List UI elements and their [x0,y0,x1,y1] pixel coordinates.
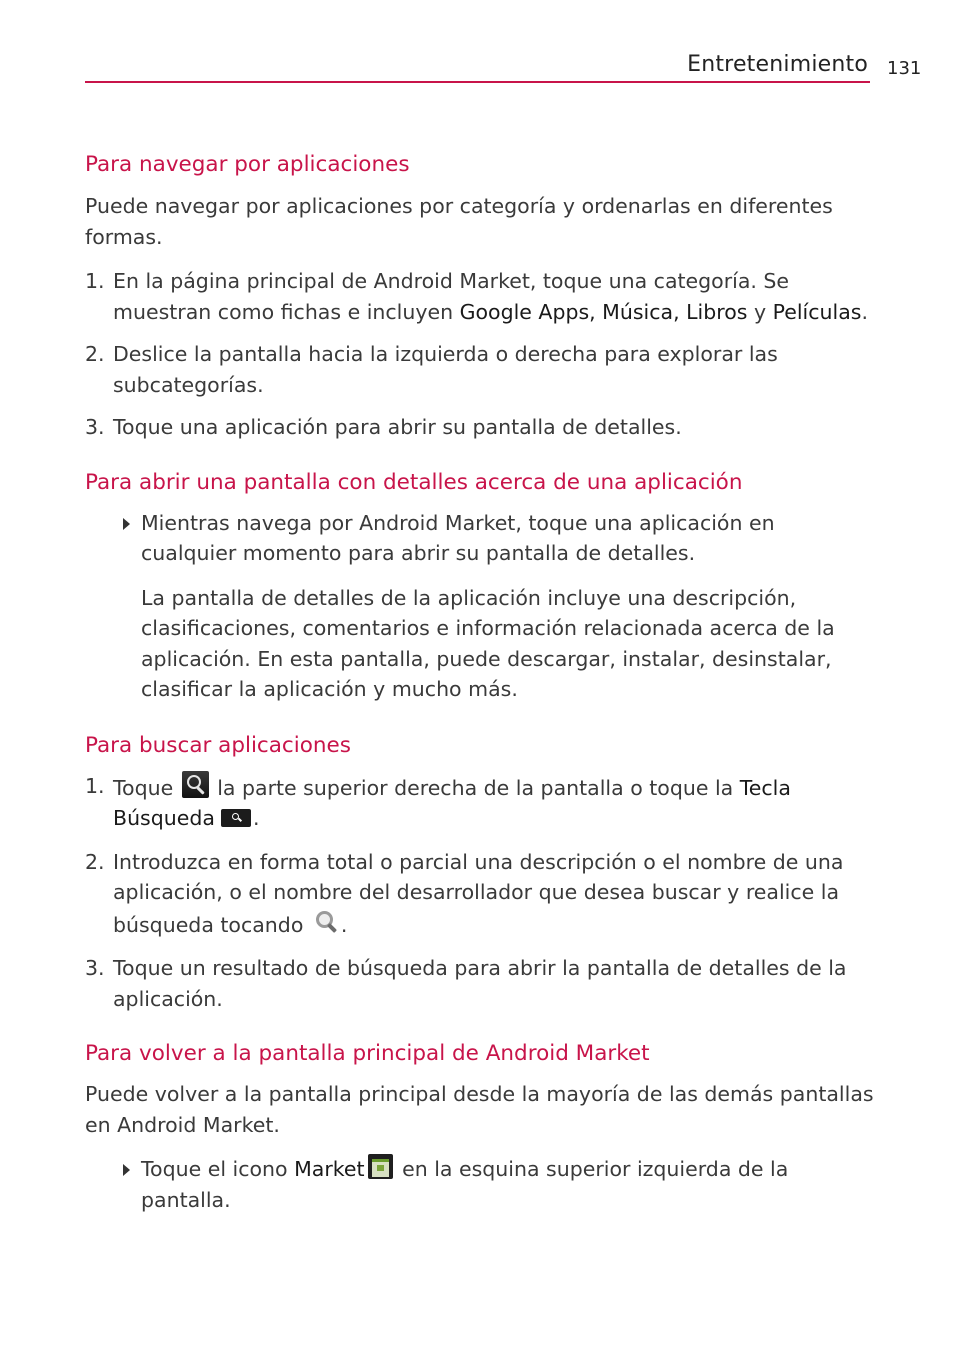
list-item [85,771,875,834]
search-icon [312,908,339,935]
step-text: Introduzca en forma total o parcial una descripción o el nombre de una aplicación, o el nombre del desarrollador que desea buscar y realice la búsqueda tocando [113,849,844,937]
step-text: . [340,912,348,937]
list-item [85,266,875,327]
list-item [85,412,875,443]
step-number: 1. [85,773,105,798]
page-header [85,50,870,83]
step-text: En la página principal de Android Market, toque una categoría. Se muestran como fichas e incluyen [113,269,790,324]
step-number: 1. [85,269,105,293]
step-text: . [252,806,260,830]
bullet-triangle-icon [123,518,130,530]
section-heading-buscar: Para buscar aplicaciones [85,732,351,758]
bullet-text: Mientras navega por Android Market, toque una aplicación en cualquier momento para abrir su pantalla de detalles. [141,510,775,565]
list-item [85,847,875,941]
steps-list-navegar [85,266,875,443]
detail-paragraph: La pantalla de detalles de la aplicación incluye una descripción, clasificaciones, comentarios e información relacionada acerca de la aplicación. En esta pantalla, puede descargar, instalar, desinstalar, clasificar la aplicación y mucho más. [141,585,835,701]
step-number: 3. [85,415,105,439]
section-heading-volver: Para volver a la pantalla principal de Android Market [85,1041,650,1066]
step-bold-tabs: Google Apps, Música, Libros [459,299,748,324]
step-number: 2. [85,849,105,874]
page-number: 131 [887,58,922,79]
step-text: Toque un resultado de búsqueda para abrir la pantalla de detalles de la aplicación. [113,956,847,1011]
step-text: Toque una aplicación para abrir su pantalla de detalles. [113,415,682,439]
bullet-text: Toque el icono [141,1157,295,1181]
search-key-icon [221,809,251,827]
step-number: 3. [85,956,105,980]
step-text: . [861,299,868,324]
search-icon [182,771,209,798]
bullet-bold-market: Market [294,1157,365,1181]
step-text: la parte superior derecha de la pantalla o toque la [210,775,740,800]
bullet-item [85,508,875,569]
step-number: 2. [85,342,105,366]
bullet-text: en la esquina superior izquierda de la pantalla. [141,1157,789,1212]
step-text: Deslice la pantalla hacia la izquierda o derecha para explorar las subcategorías. [113,342,778,397]
step-text: Toque [113,775,180,800]
section-heading-navegar: Para navegar por aplicaciones [85,152,410,177]
list-item [85,339,875,400]
section-intro-volver: Puede volver a la pantalla principal desde la mayoría de las demás pantallas en Android Market. [85,1082,874,1137]
step-bold-peliculas: Películas [772,299,862,324]
step-text: y [747,299,773,324]
header-title: Entretenimiento [687,52,868,77]
page-content [85,150,875,1215]
section-heading-detalles: Para abrir una pantalla con detalles acerca de una aplicación [85,469,743,495]
list-item [85,953,875,1014]
steps-list-buscar [85,771,875,1015]
section-intro-navegar: Puede navegar por aplicaciones por categoría y ordenarlas en diferentes formas. [85,194,833,249]
bullet-item [85,1154,875,1215]
step-bold-tecla: Tecla Búsqueda [113,775,791,830]
bullet-triangle-icon [123,1164,130,1176]
market-icon [368,1154,393,1179]
